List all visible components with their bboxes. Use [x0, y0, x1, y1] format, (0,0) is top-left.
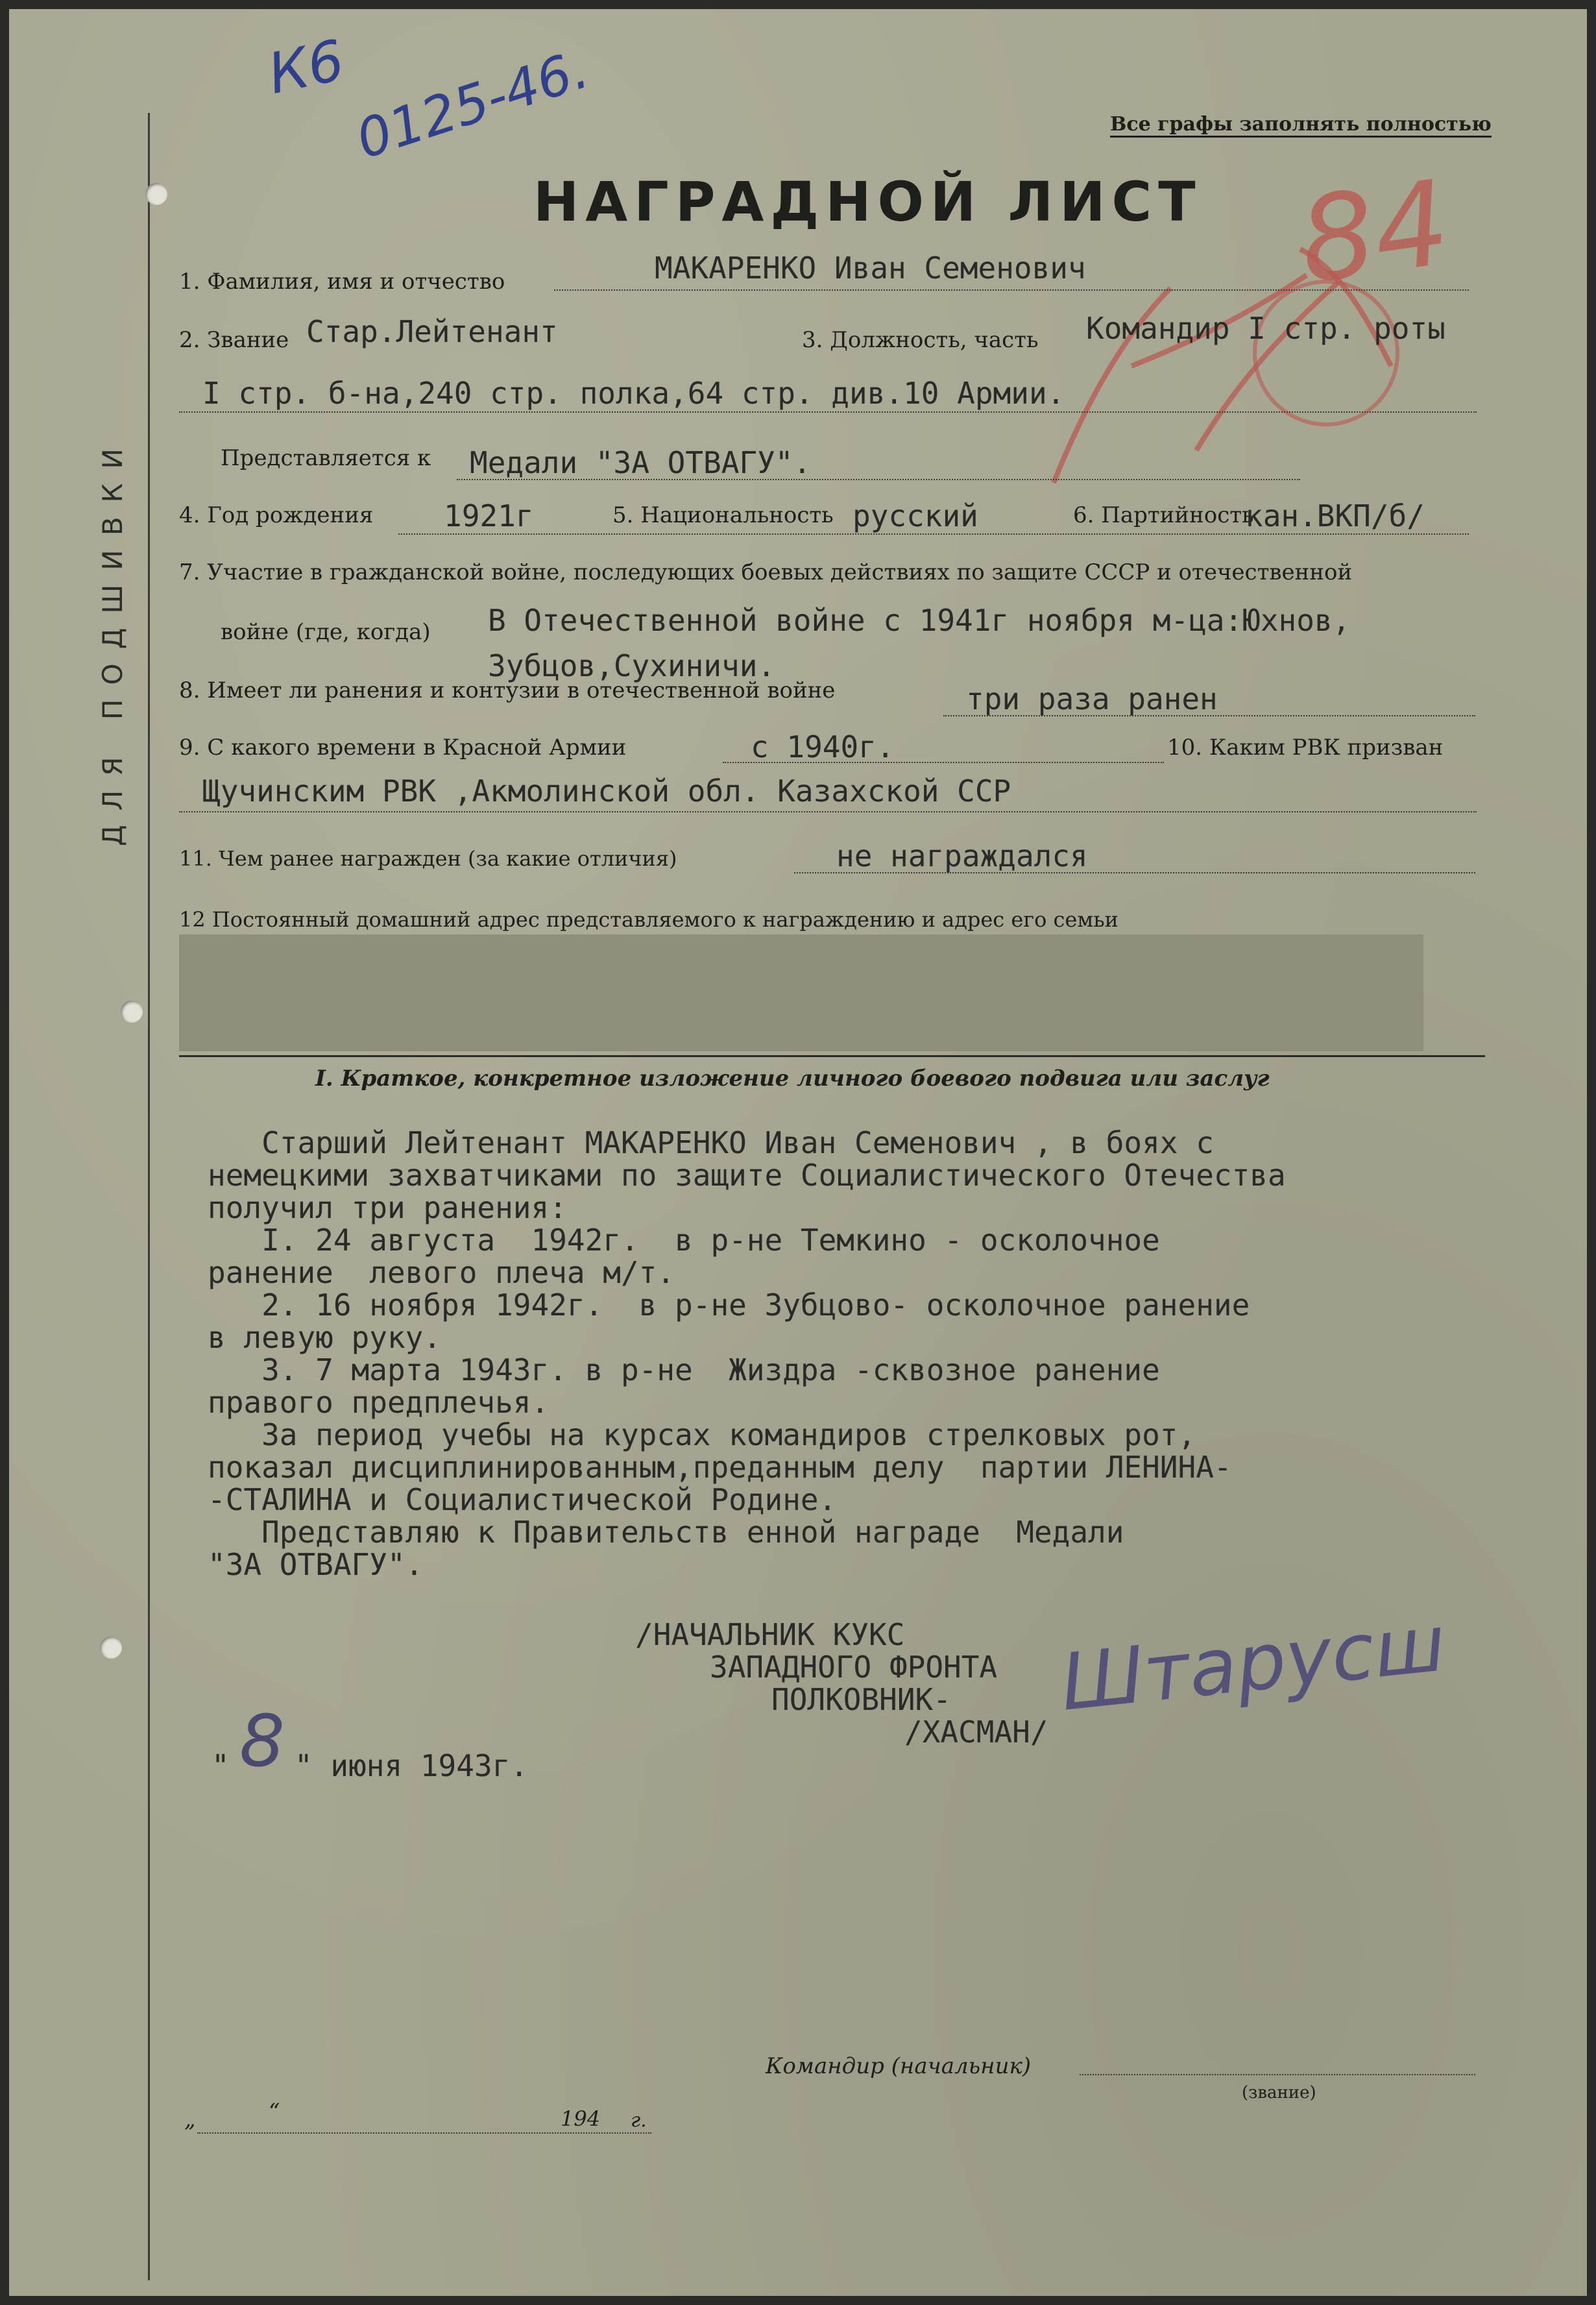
binding-margin-label: ДЛЯ ПОДШИВКИ — [97, 434, 128, 846]
field-11-label: 11. Чем ранее награжден (за какие отличия) — [179, 846, 677, 871]
red-number-mark: 84 — [1291, 155, 1458, 310]
narrative-line: в левую руку. — [208, 1320, 442, 1355]
field-6-label: 6. Партийность — [1073, 502, 1254, 528]
field-9-value: с 1940г. — [751, 729, 895, 764]
presented-value: Медали "ЗА ОТВАГУ". — [470, 445, 812, 480]
footer-date-quote-1: „ — [184, 2106, 196, 2132]
punch-hole-middle — [121, 1001, 143, 1023]
narrative-line: 3. 7 марта 1943г. в р-не Жиздра -сквозное ранение — [208, 1352, 1160, 1387]
field-3-label: 3. Должность, часть — [802, 327, 1039, 353]
field-6-value: кан.ВКП/б/ — [1245, 498, 1425, 533]
field-3-value-continued: I стр. б-на,240 стр. полка,64 стр. див.10 Армии. — [202, 376, 1065, 411]
narrative-line: I. 24 августа 1942г. в р-не Темкино - осколочное — [208, 1223, 1160, 1258]
narrative-line: получил три ранения: — [208, 1190, 567, 1225]
field-1-value: МАКАРЕНКО Иван Семенович — [655, 250, 1086, 286]
field-4-label: 4. Год рождения — [179, 502, 374, 528]
pencil-mark-number: 0125-46. — [349, 38, 596, 171]
narrative-line: Старший Лейтенант МАКАРЕНКО Иван Семенович , в боях с — [208, 1125, 1214, 1160]
field-3-underline — [179, 411, 1477, 413]
field-5-value: русский — [852, 498, 978, 533]
signature-line-2: ЗАПАДНОГО ФРОНТА — [710, 1650, 998, 1685]
presented-underline — [457, 479, 1300, 480]
field-4-6-underline — [398, 533, 1469, 535]
field-10-value: Щучинским РВК ,Акмолинской обл. Казахской ССР — [202, 774, 1011, 809]
binding-margin-line — [148, 113, 150, 2280]
date-open-quote: " — [212, 1748, 230, 1783]
field-11-underline — [794, 872, 1475, 873]
footer-year-suffix: г. — [631, 2109, 647, 2132]
field-2-value: Стар.Лейтенант — [306, 314, 558, 349]
field-2-label: 2. Звание — [179, 327, 289, 353]
field-10-label: 10. Каким РВК призван — [1167, 735, 1444, 761]
redacted-address-block — [179, 934, 1423, 1051]
field-1-label: 1. Фамилия, имя и отчество — [179, 269, 505, 295]
narrative-line: ранение левого плеча м/т. — [208, 1255, 675, 1290]
field-8-label: 8. Имеет ли ранения и контузии в отечественной войне — [179, 677, 836, 703]
narrative-line: За период учебы на курсах командиров стрелковых рот, — [208, 1417, 1196, 1452]
section-separator — [179, 1055, 1485, 1057]
field-7-value-line-2: Зубцов,Сухиничи. — [488, 648, 776, 683]
field-7-value-line-1: В Отечественной войне с 1941г ноября м-ца:Юхнов, — [488, 603, 1351, 638]
section-I-heading: I. Краткое, конкретное изложение личного боевого подвига или заслуг — [315, 1066, 1270, 1092]
field-4-value: 1921г — [444, 498, 534, 533]
signature-line-4: /ХАСМАН/ — [904, 1714, 1048, 1750]
date-day-handwritten: 8 — [239, 1700, 285, 1783]
pencil-mark-k6: К6 — [262, 28, 350, 107]
punch-hole-top — [145, 183, 167, 205]
commander-underline — [1080, 2074, 1475, 2075]
narrative-line: "ЗА ОТВАГУ". — [208, 1547, 424, 1582]
signature-line-1: /НАЧАЛЬНИК КУКС — [635, 1617, 905, 1652]
narrative-line: немецкими захватчиками по защите Социалистического Отечества — [208, 1158, 1286, 1193]
narrative-line: правого предплечья. — [208, 1385, 550, 1420]
document-title: НАГРАДНОЙ ЛИСТ — [533, 170, 1202, 234]
fill-all-fields-hint: Все графы заполнять полностью — [1110, 113, 1492, 138]
commander-label: Командир (начальник) — [766, 2053, 1032, 2079]
field-12-label: 12 Постоянный домашний адрес представляемого к награждению и адрес его семьи — [179, 907, 1118, 932]
field-9-underline — [723, 762, 1164, 763]
footer-year-stub: 194 — [561, 2106, 601, 2131]
field-3-value: Командир I стр. роты — [1086, 311, 1445, 346]
field-7-label-line-2: войне (где, когда) — [221, 619, 431, 645]
rank-label: (звание) — [1242, 2083, 1316, 2103]
date-month-year: " июня 1943г. — [295, 1748, 529, 1783]
footer-date-underline — [197, 2132, 651, 2134]
field-1-underline — [554, 289, 1469, 291]
signature-line-3: ПОЛКОВНИК- — [771, 1682, 951, 1717]
narrative-line: -СТАЛИНА и Социалистической Родине. — [208, 1482, 837, 1517]
narrative-line: Представляю к Правительств енной награде Медали — [208, 1515, 1124, 1550]
presented-label: Представляется к — [221, 445, 431, 471]
field-8-underline — [943, 715, 1475, 716]
field-5-label: 5. Национальность — [612, 502, 834, 528]
field-10-underline — [179, 811, 1477, 812]
field-9-label: 9. С какого времени в Красной Армии — [179, 735, 627, 761]
field-8-value: три раза ранен — [966, 681, 1218, 716]
narrative-line: показал дисциплинированным,преданным делу партии ЛЕНИНА- — [208, 1450, 1232, 1485]
field-11-value: не награждался — [836, 838, 1088, 873]
field-7-label-line-1: 7. Участие в гражданской войне, последующих боевых действиях по защите СССР и отечественной — [179, 559, 1353, 585]
handwritten-signature: Штарусш — [1056, 1598, 1450, 1729]
punch-hole-bottom — [100, 1637, 122, 1659]
narrative-line: 2. 16 ноября 1942г. в р-не Зубцово- осколочное ранение — [208, 1287, 1250, 1323]
footer-date-quote-2: “ — [269, 2099, 280, 2125]
